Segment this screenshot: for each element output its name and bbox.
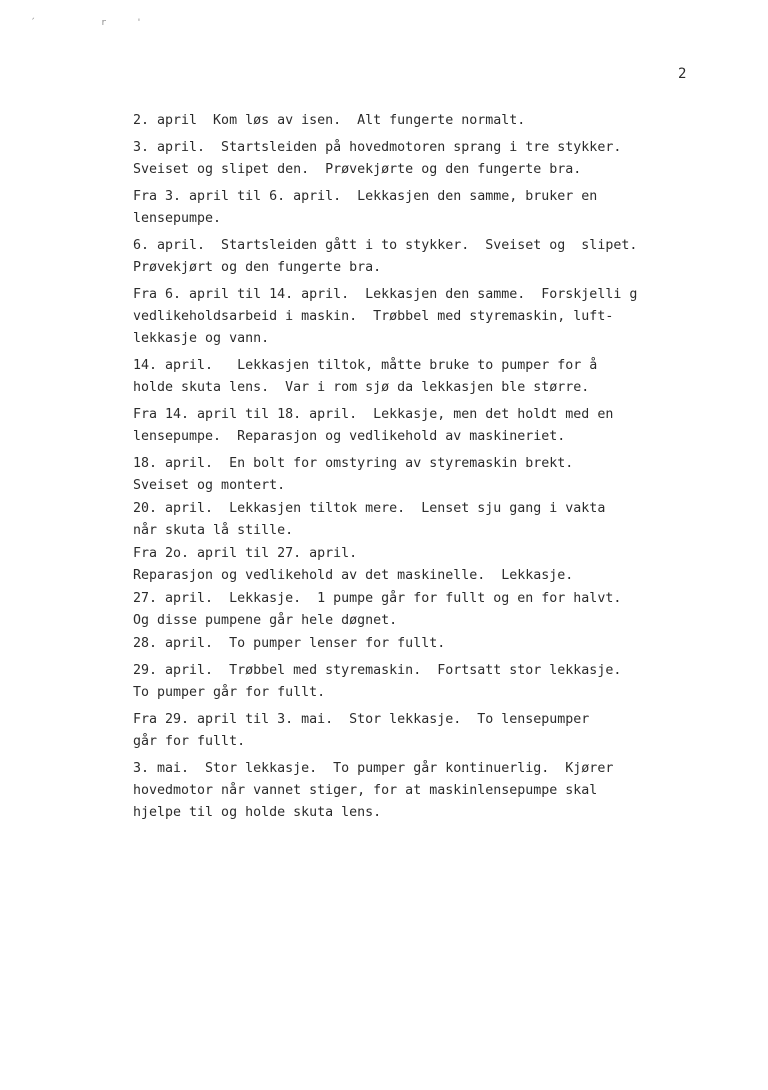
log-entry	[133, 404, 753, 448]
log-entry-line: Fra 3. april til 6. april. Lekkasjen den samme, bruker en	[133, 189, 598, 204]
log-entry-line: Fra 14. april til 18. april. Lekkasje, men det holdt med en	[133, 407, 614, 422]
page-number: 2	[678, 66, 687, 82]
log-entry-line: Sveiset og slipet den. Prøvekjørte og den fungerte bra.	[133, 162, 582, 177]
log-entry-line: 3. april. Startsleiden på hovedmotoren sprang i tre stykker.	[133, 140, 622, 155]
log-entry-line: 29. april. Trøbbel med styremaskin. Fortsatt stor lekkasje.	[133, 663, 622, 678]
log-entry-line: hjelpe til og holde skuta lens.	[133, 805, 382, 820]
log-entry	[133, 284, 753, 350]
log-entry-line: 27. april. Lekkasje. 1 pumpe går for fullt og en for halvt.	[133, 591, 622, 606]
log-entry	[133, 355, 753, 399]
log-entry-line: lekkasje og vann.	[133, 331, 270, 346]
log-entry-line: Prøvekjørt og den fungerte bra.	[133, 260, 382, 275]
log-entry-line: 6. april. Startsleiden gått i to stykker. Sveiset og slipet.	[133, 238, 638, 253]
log-entry-line: vedlikeholdsarbeid i maskin. Trøbbel med styremaskin, luft-	[133, 309, 614, 324]
log-entry-line: 14. april. Lekkasjen tiltok, måtte bruke to pumper for å	[133, 358, 598, 373]
log-entry-line: To pumper går for fullt.	[133, 685, 326, 700]
log-entry-line: 3. mai. Stor lekkasje. To pumper går kontinuerlig. Kjører	[133, 761, 614, 776]
log-entry-line: Fra 6. april til 14. april. Lekkasjen den samme. Forskjelli g	[133, 287, 638, 302]
log-entry-line: 18. april. En bolt for omstyring av styremaskin brekt.	[133, 456, 574, 471]
log-entry-line: Fra 2o. april til 27. april.	[133, 546, 358, 561]
log-entry-line: 28. april. To pumper lenser for fullt.	[133, 636, 446, 651]
log-entry	[133, 498, 753, 542]
log-entry-line: går for fullt.	[133, 734, 246, 749]
log-entry-line: Reparasjon og vedlikehold av det maskinelle. Lekkasje.	[133, 568, 574, 583]
log-entry	[133, 758, 753, 824]
log-entry-line: hovedmotor når vannet stiger, for at maskinlensepumpe skal	[133, 783, 598, 798]
log-entry	[133, 110, 753, 132]
log-entry-line: Sveiset og montert.	[133, 478, 286, 493]
log-entry-line: 20. april. Lekkasjen tiltok mere. Lenset sju gang i vakta	[133, 501, 606, 516]
log-entry	[133, 709, 753, 753]
log-entry-line: 2. april Kom løs av isen. Alt fungerte normalt.	[133, 113, 526, 128]
log-entry-line: holde skuta lens. Var i rom sjø da lekkasjen ble større.	[133, 380, 590, 395]
log-entry	[133, 137, 753, 181]
log-entry-line: Fra 29. april til 3. mai. Stor lekkasje. To lensepumper	[133, 712, 590, 727]
log-entry	[133, 453, 753, 497]
log-entry	[133, 186, 753, 230]
log-entry	[133, 543, 753, 587]
log-entry-line: Og disse pumpene går hele døgnet.	[133, 613, 398, 628]
log-entry	[133, 633, 753, 655]
log-entry	[133, 588, 753, 632]
log-entry	[133, 235, 753, 279]
log-entry-line: lensepumpe. Reparasjon og vedlikehold av maskineriet.	[133, 429, 566, 444]
corner-mark: ´ r'	[30, 18, 172, 28]
log-entry	[133, 660, 753, 704]
log-entry-line: når skuta lå stille.	[133, 523, 294, 538]
log-entry-line: lensepumpe.	[133, 211, 222, 226]
log-entries	[133, 110, 753, 829]
